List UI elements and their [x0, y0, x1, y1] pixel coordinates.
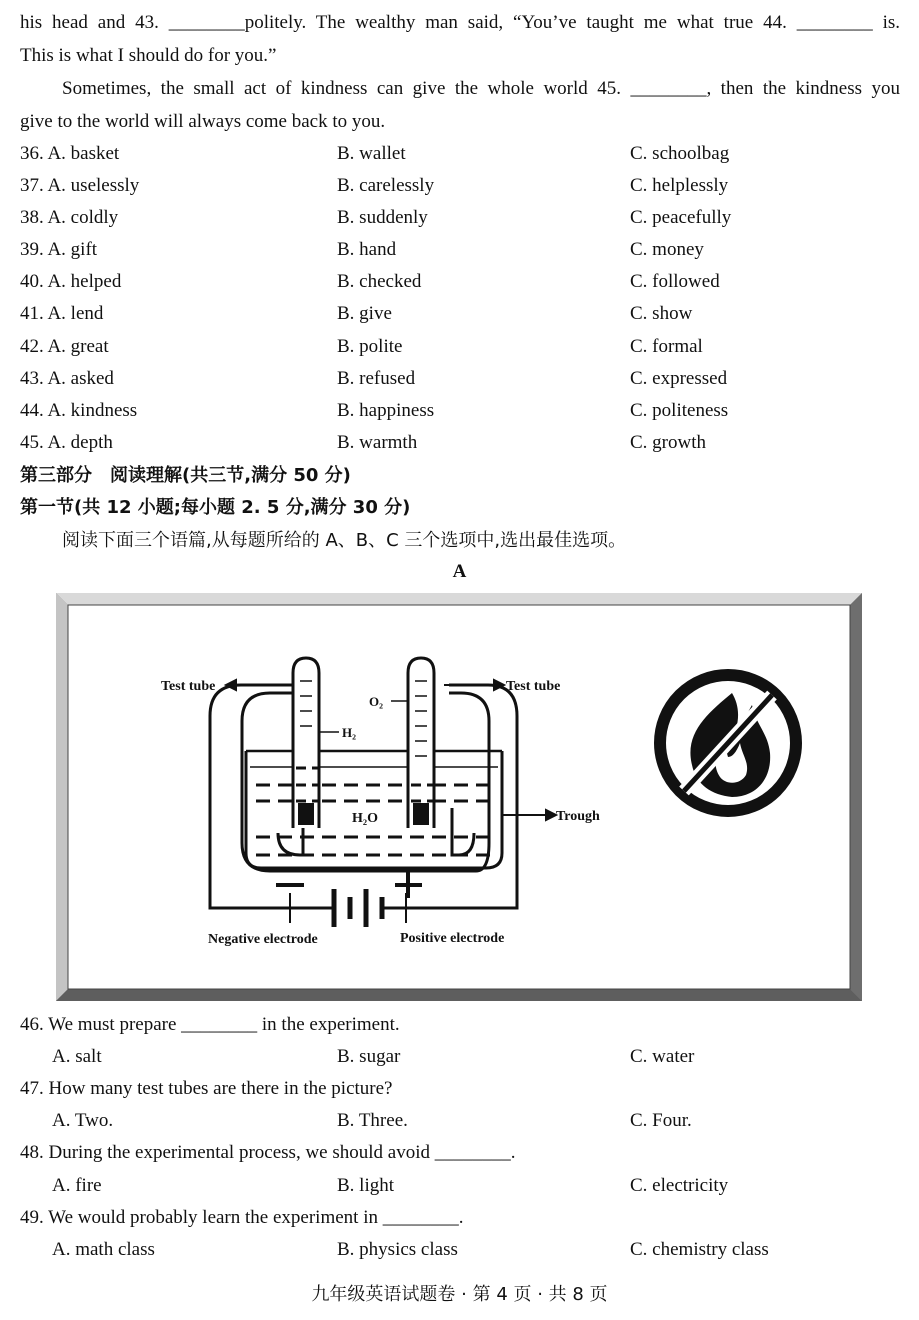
- option-a: A. coldly: [47, 207, 119, 228]
- option-c: C. electricity: [630, 1175, 729, 1196]
- option-b: B. polite: [337, 336, 403, 357]
- option-row-36: [20, 143, 900, 167]
- passage-line-4: give to the world will always come back to you.: [20, 111, 386, 132]
- option-a: A. gift: [47, 239, 98, 260]
- option-row-44: [20, 400, 900, 424]
- option-a: A. kindness: [47, 400, 138, 421]
- label-positive-electrode: Positive electrode: [400, 931, 505, 946]
- option-a: A. math class: [52, 1239, 155, 1260]
- option-b: B. checked: [337, 271, 422, 292]
- option-c: C. water: [630, 1046, 695, 1067]
- question-number: 37.: [20, 175, 44, 196]
- option-b: B. Three.: [337, 1110, 408, 1131]
- question-number: 44.: [20, 400, 44, 421]
- no-fire-icon: [660, 675, 796, 811]
- option-c: C. followed: [630, 271, 720, 292]
- label-test-tube-right: Test tube: [506, 679, 561, 694]
- option-b: B. wallet: [337, 143, 406, 164]
- option-b: B. sugar: [337, 1046, 401, 1067]
- option-c: C. money: [630, 239, 704, 260]
- question-number: 42.: [20, 336, 44, 357]
- label-test-tube-left: Test tube: [161, 679, 216, 694]
- answers-48: [52, 1175, 900, 1199]
- answers-47: [52, 1110, 900, 1134]
- passage-line-1: his head and 43. ________politely. The wealthy man said, “You’ve taught me what true 44. ________ is.: [20, 12, 900, 33]
- option-a: A. depth: [47, 432, 113, 453]
- question-number: 39.: [20, 239, 44, 260]
- question-47: 47. How many test tubes are there in the picture?: [20, 1078, 393, 1099]
- question-number: 36.: [20, 143, 44, 164]
- option-b: B. refused: [337, 368, 416, 389]
- answers-46: [52, 1046, 900, 1070]
- question-number: 45.: [20, 432, 44, 453]
- question-number: 43.: [20, 368, 44, 389]
- label-negative-electrode: Negative electrode: [208, 932, 318, 947]
- option-a: A. basket: [47, 143, 120, 164]
- option-c: C. expressed: [630, 368, 728, 389]
- option-a: A. great: [47, 336, 109, 357]
- question-number: 38.: [20, 207, 44, 228]
- electrolysis-diagram: [56, 593, 862, 1001]
- option-c: C. peacefully: [630, 207, 732, 228]
- option-c: C. helplessly: [630, 175, 729, 196]
- option-a: A. fire: [52, 1175, 102, 1196]
- option-row-42: [20, 336, 900, 360]
- reading-instruction: 阅读下面三个语篇,从每题所给的 A、B、C 三个选项中,选出最佳选项。: [62, 530, 627, 551]
- answers-49: [52, 1239, 900, 1263]
- passage-label: A: [452, 561, 467, 582]
- option-c: C. schoolbag: [630, 143, 730, 164]
- option-b: B. carelessly: [337, 175, 435, 196]
- part-three-heading: 第三部分 阅读理解(共三节,满分 50 分): [20, 465, 351, 486]
- option-b: B. hand: [337, 239, 397, 260]
- option-row-38: [20, 207, 900, 231]
- option-a: A. asked: [47, 368, 114, 389]
- page-footer: 九年级英语试题卷 · 第 4 页 · 共 8 页: [311, 1284, 608, 1305]
- question-number: 40.: [20, 271, 44, 292]
- option-b: B. light: [337, 1175, 395, 1196]
- option-c: C. growth: [630, 432, 706, 453]
- option-b: B. physics class: [337, 1239, 458, 1260]
- option-row-39: [20, 239, 900, 263]
- option-c: C. politeness: [630, 400, 729, 421]
- option-a: A. lend: [47, 303, 104, 324]
- option-a: A. uselessly: [47, 175, 140, 196]
- option-c: C. chemistry class: [630, 1239, 769, 1260]
- option-row-41: [20, 303, 900, 327]
- option-b: B. suddenly: [337, 207, 428, 228]
- option-b: B. give: [337, 303, 392, 324]
- question-48: 48. During the experimental process, we should avoid ________.: [20, 1142, 516, 1163]
- option-c: C. formal: [630, 336, 703, 357]
- option-c: C. Four.: [630, 1110, 692, 1131]
- label-water: H₂O: [352, 811, 378, 826]
- option-row-45: [20, 432, 900, 456]
- question-number: 41.: [20, 303, 44, 324]
- label-trough: Trough: [556, 809, 600, 824]
- option-c: C. show: [630, 303, 693, 324]
- passage-line-3: Sometimes, the small act of kindness can give the whole world 45. ________, then the kindness you: [62, 78, 900, 99]
- option-row-40: [20, 271, 900, 295]
- option-a: A. Two.: [52, 1110, 114, 1131]
- label-oxygen: O₂: [369, 694, 384, 709]
- passage-line-2: This is what I should do for you.”: [20, 45, 277, 66]
- question-49: 49. We would probably learn the experiment in ________.: [20, 1207, 464, 1228]
- option-b: B. happiness: [337, 400, 435, 421]
- option-b: B. warmth: [337, 432, 418, 453]
- question-46: 46. We must prepare ________ in the experiment.: [20, 1014, 400, 1035]
- section-one-heading: 第一节(共 12 小题;每小题 2. 5 分,满分 30 分): [20, 497, 411, 518]
- option-a: A. helped: [47, 271, 122, 292]
- option-row-43: [20, 368, 900, 392]
- label-hydrogen: H₂: [342, 725, 357, 740]
- option-row-37: [20, 175, 900, 199]
- option-a: A. salt: [52, 1046, 102, 1067]
